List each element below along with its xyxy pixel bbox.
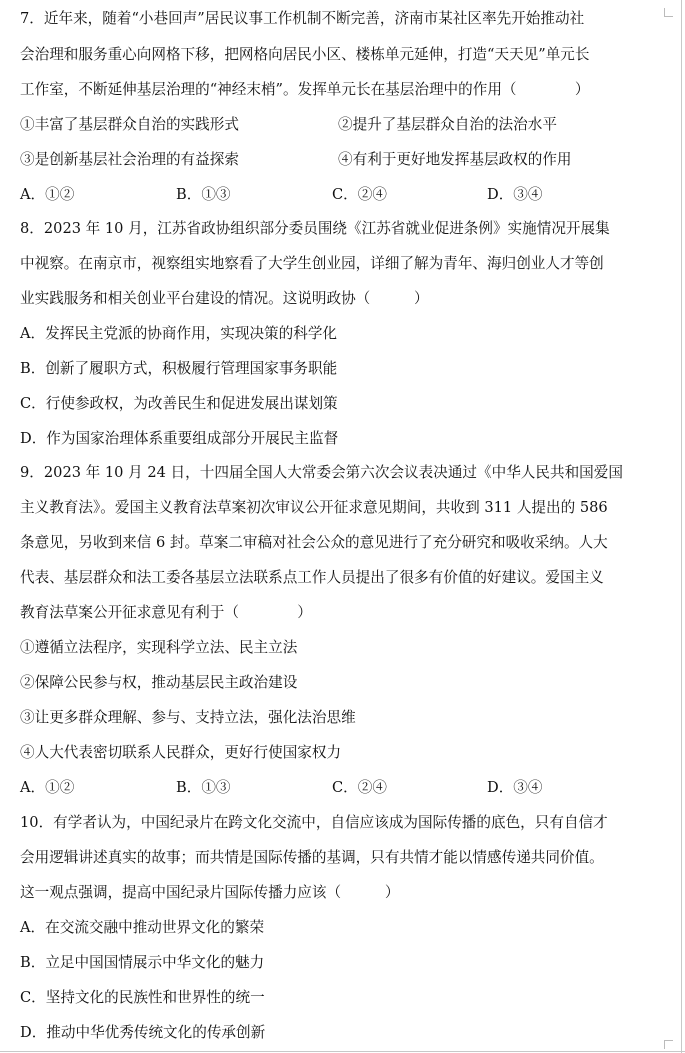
question-8-option-c: C．行使参政权，为改善民生和促进发展出谋划策 — [20, 395, 338, 412]
question-9-stem-line-1: 9．2023 年 10 月 24 日，十四届全国人大常委会第六次会议表决通过《中华人民共和国爱国 — [20, 464, 623, 481]
question-10-option-b: B．立足中国国情展示中华文化的魅力 — [20, 954, 265, 971]
question-9-statement-3: ③让更多群众理解、参与、支持立法，强化法治思维 — [20, 709, 356, 726]
crop-mark-top — [664, 8, 673, 17]
question-9-stem-line-2: 主义教育法》。爱国主义教育法草案初次审议公开征求意见期间，共收到 311 人提出的 586 — [20, 499, 608, 516]
question-7-choice-c: C．②④ — [332, 186, 387, 203]
crop-mark-bottom — [664, 1040, 673, 1049]
question-8-stem-line-1: 8．2023 年 10 月，江苏省政协组织部分委员围绕《江苏省就业促进条例》实施情况开展集 — [20, 220, 610, 237]
page-border-bottom — [0, 1051, 685, 1052]
question-8-option-b: B．创新了履职方式，积极履行管理国家事务职能 — [20, 360, 338, 377]
question-7-stem-line-3: 工作室，不断延伸基层治理的“神经末梢”。发挥单元长在基层治理中的作用（ ） — [20, 81, 590, 98]
question-8-option-d: D．作为国家治理体系重要组成部分开展民主监督 — [20, 430, 339, 447]
question-10-stem-line-1: 10．有学者认为，中国纪录片在跨文化交流中，自信应该成为国际传播的底色，只有自信才 — [20, 814, 608, 831]
question-8-stem-line-2: 中视察。在南京市，视察组实地察看了大学生创业园，详细了解为青年、海归创业人才等创 — [20, 255, 604, 272]
question-9-choice-a: A．①② — [20, 779, 75, 796]
question-7-choice-b: B．①③ — [176, 186, 231, 203]
question-10-stem-line-2: 会用逻辑讲述真实的故事；而共情是国际传播的基调，只有共情才能以情感传递共同价值。 — [20, 849, 604, 866]
question-7-statement-3: ③是创新基层社会治理的有益探索 — [20, 151, 239, 168]
question-9-choice-b: B．①③ — [176, 779, 231, 796]
question-9-statement-2: ②保障公民参与权，推动基层民主政治建设 — [20, 674, 298, 691]
question-10-option-d: D．推动中华优秀传统文化的传承创新 — [20, 1024, 266, 1041]
question-7-stem-line-2: 会治理和服务重心向网格下移，把网格向居民小区、楼栋单元延伸，打造“天天见”单元长 — [20, 46, 590, 63]
question-8-stem-line-3: 业实践服务和相关创业平台建设的情况。这说明政协（ ） — [20, 290, 429, 307]
question-7-statement-2: ②提升了基层群众自治的法治水平 — [338, 116, 557, 133]
question-10-option-a: A．在交流交融中推动世界文化的繁荣 — [20, 919, 265, 936]
question-8-option-a: A．发挥民主党派的协商作用，实现决策的科学化 — [20, 325, 338, 342]
page-border-right — [681, 0, 682, 1053]
question-7-statement-4: ④有利于更好地发挥基层政权的作用 — [338, 151, 572, 168]
question-9-statement-4: ④人大代表密切联系人民群众，更好行使国家权力 — [20, 744, 342, 761]
question-9-choice-c: C．②④ — [332, 779, 387, 796]
question-7-statement-1: ①丰富了基层群众自治的实践形式 — [20, 116, 239, 133]
question-10-stem-line-3: 这一观点强调，提高中国纪录片国际传播力应该（ ） — [20, 884, 400, 901]
question-9-statement-1: ①遵循立法程序，实现科学立法、民主立法 — [20, 639, 298, 656]
question-9-stem-line-3: 条意见，另收到来信 6 封。草案二审稿对社会公众的意见进行了充分研究和吸收采纳。人大 — [20, 534, 608, 551]
question-9-stem-line-5: 教育法草案公开征求意见有利于（ ） — [20, 604, 312, 621]
question-7-choice-d: D．③④ — [487, 186, 543, 203]
question-7-stem-line-1: 7．近年来，随着“小巷回声”居民议事工作机制不断完善，济南市某社区率先开始推动社 — [20, 10, 585, 27]
question-10-option-c: C．坚持文化的民族性和世界性的统一 — [20, 989, 265, 1006]
question-7-choice-a: A．①② — [20, 186, 75, 203]
question-9-choice-d: D．③④ — [487, 779, 543, 796]
question-9-stem-line-4: 代表、基层群众和法工委各基层立法联系点工作人员提出了很多有价值的好建议。爱国主义 — [20, 569, 604, 586]
